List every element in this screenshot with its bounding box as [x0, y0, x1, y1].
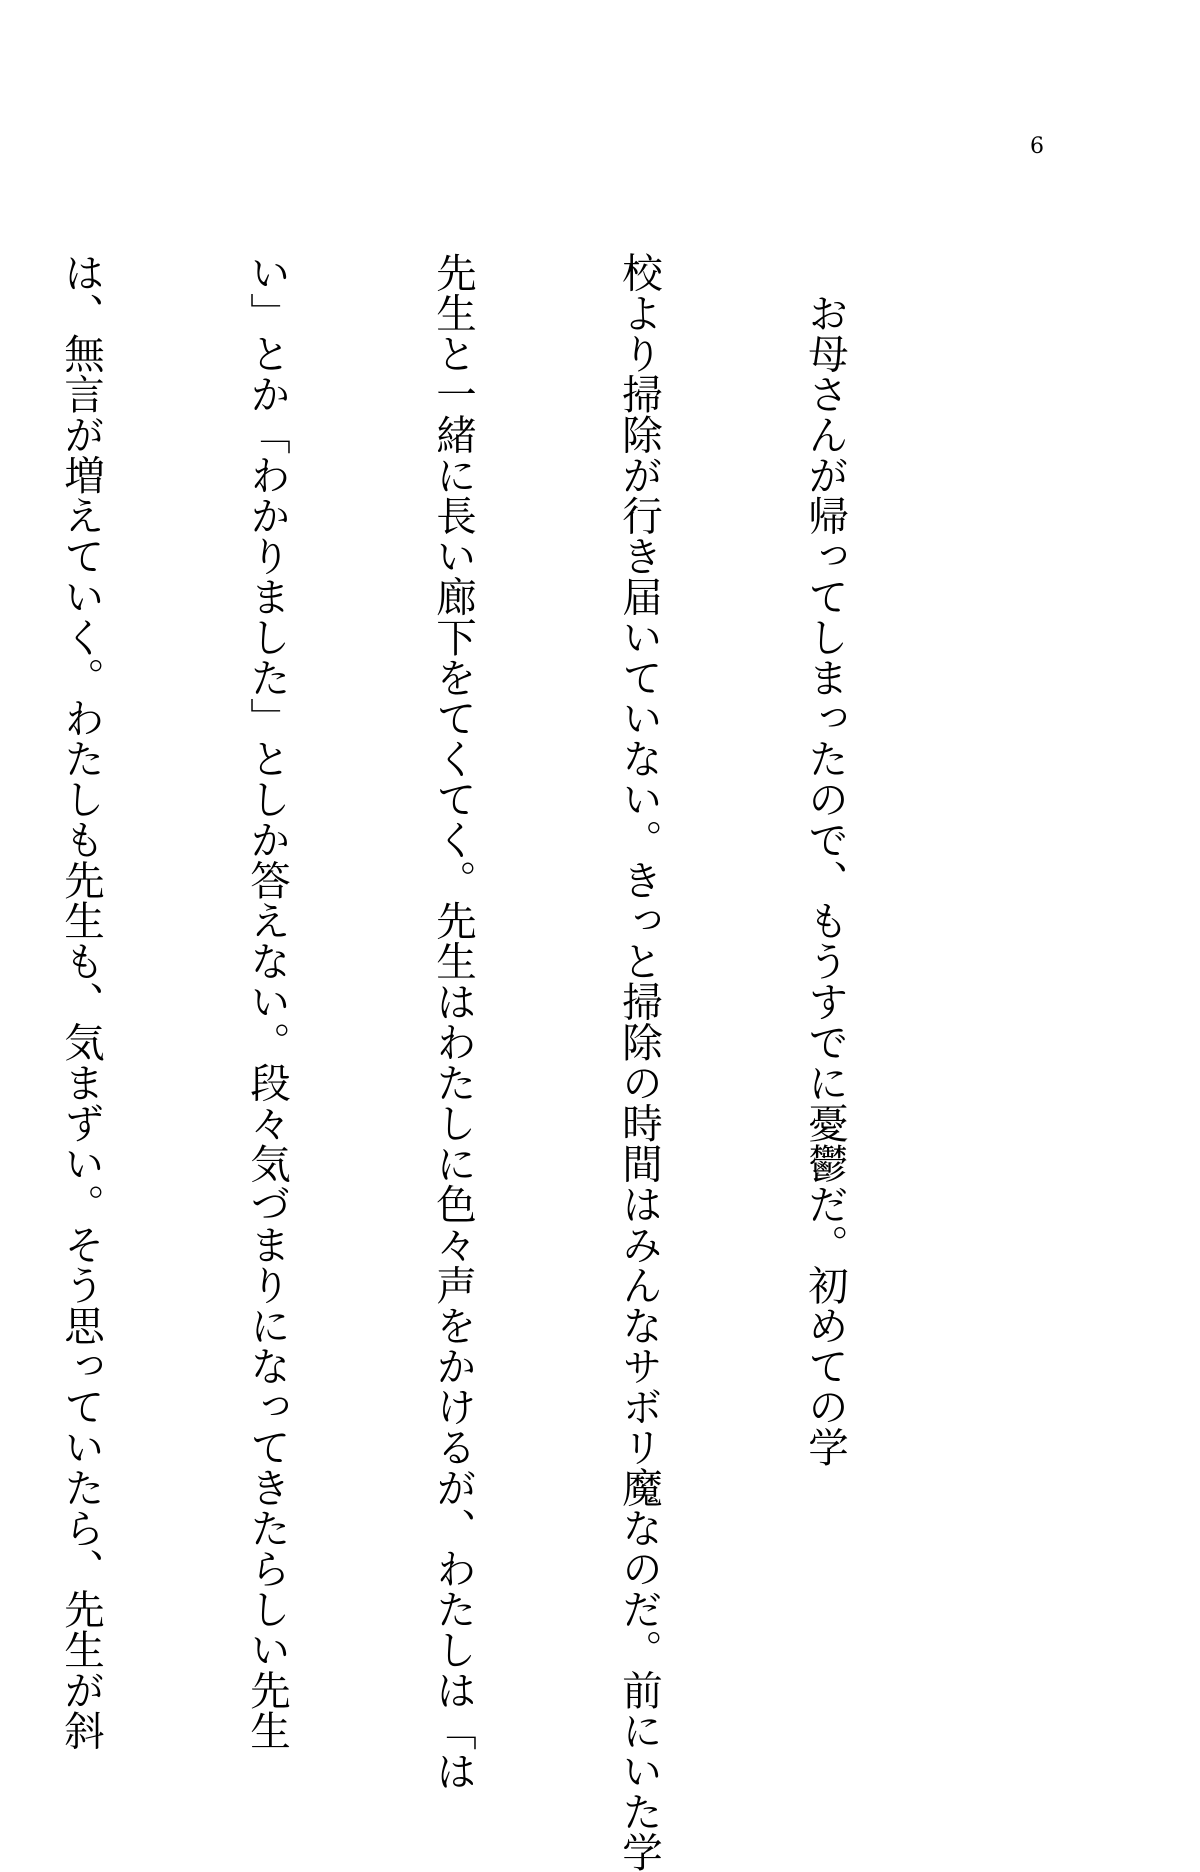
- text-line: 校より掃除が行き届いていない。きっと掃除の時間はみんなサボリ魔なのだ。前にいた学: [615, 252, 663, 1872]
- text-line: 先生と一緒に長い廊下をてくてく。先生はわたしに色々声をかけるが、わたしは「は: [429, 252, 477, 1791]
- page-number: 6: [1030, 134, 1044, 159]
- body-text: [0, 252, 980, 1872]
- text-line: お母さんが帰ってしまったので、もうすでに憂鬱だ。初めての学: [801, 252, 849, 1467]
- text-line: は、無言が増えていく。わたしも先生も、気まずい。そう思っていたら、先生が斜: [57, 252, 105, 1751]
- text-line: い」とか「わかりました」としか答えない。段々気づまりになってきたらしい先生: [243, 252, 291, 1751]
